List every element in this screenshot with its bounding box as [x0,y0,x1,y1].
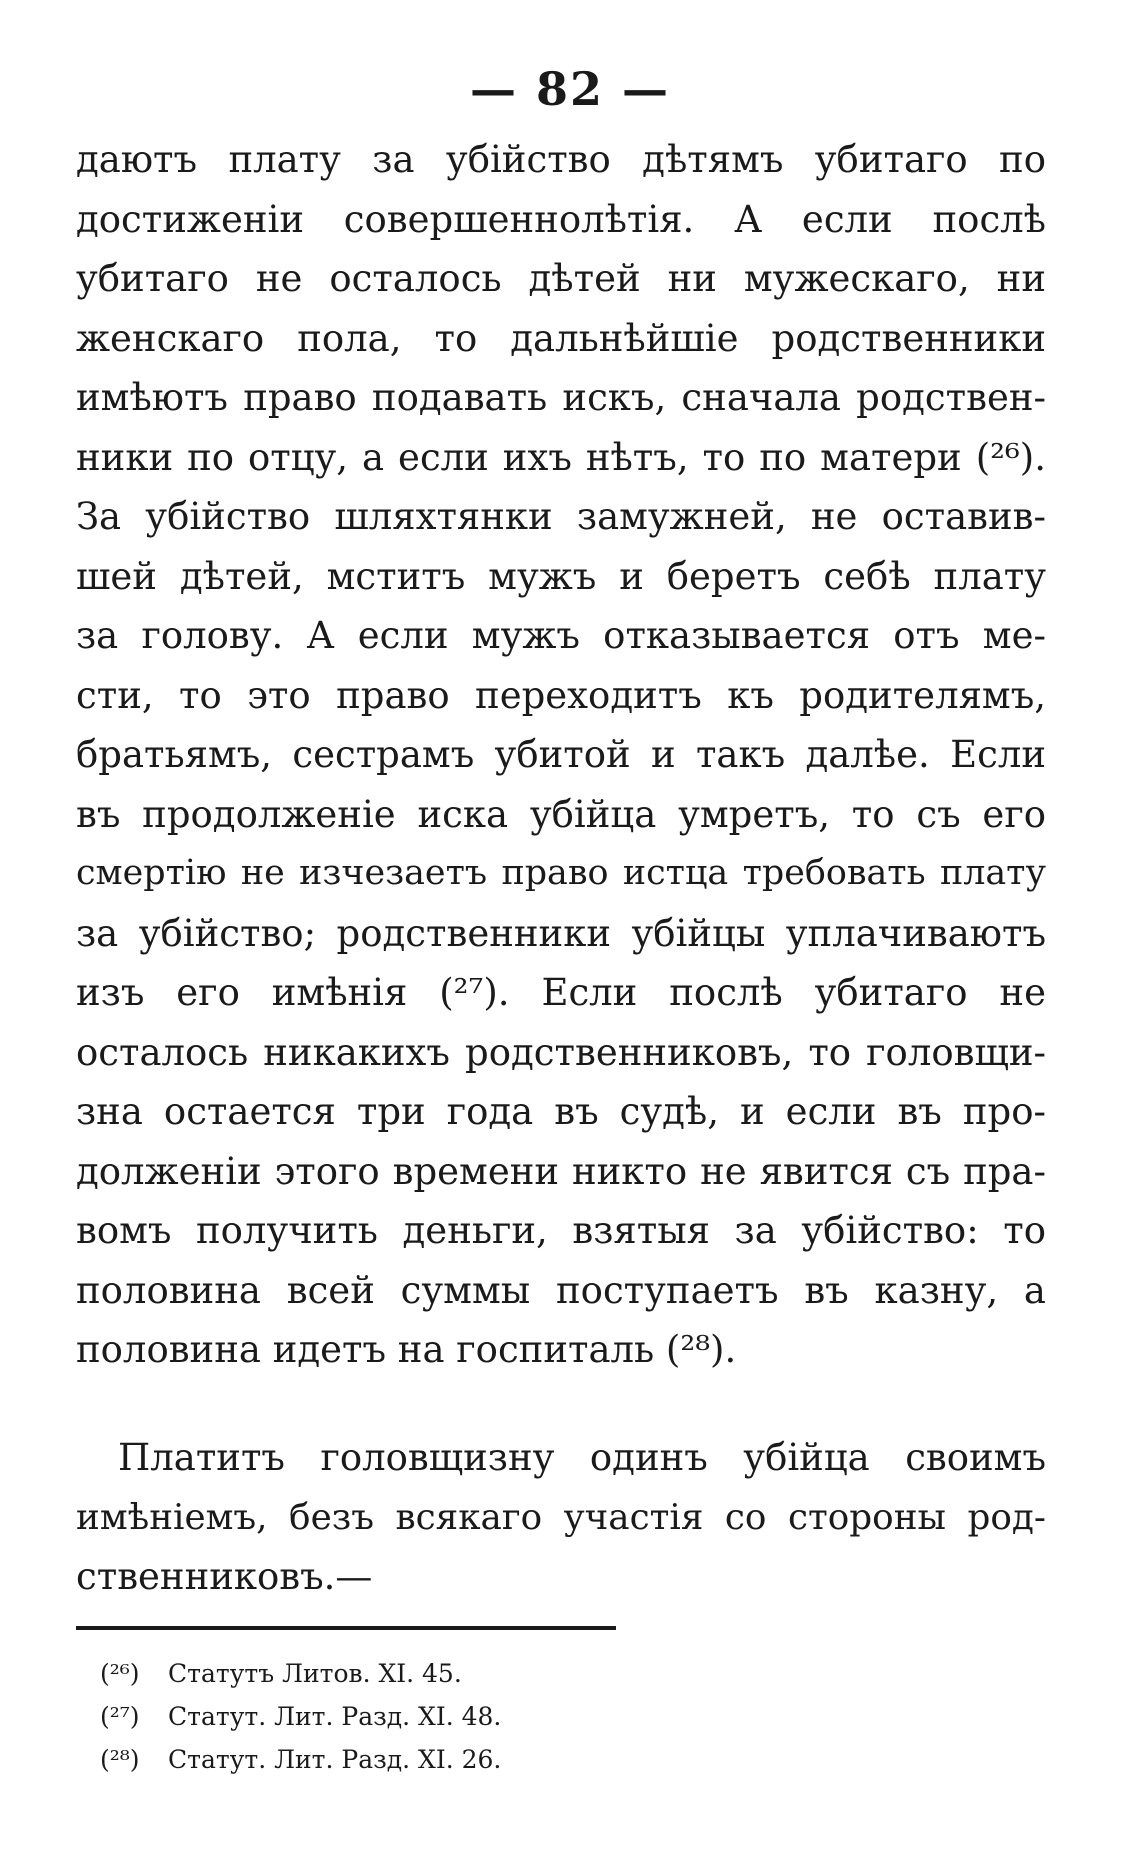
text-line: смертію не изчезаетъ право истца требовать плату [76,853,1046,893]
page-number: — 82 — [469,62,671,116]
text-line: женскаго пола, то дальнѣйшіе родственники [76,316,1046,360]
text-line: братьямъ, сестрамъ убитой и такъ далѣе. Если [76,733,1046,776]
footnote-mark: (²⁶) [100,1659,140,1688]
footnote-text: Статутъ Литов. XI. 45. [168,1659,462,1688]
text-line: половина идетъ на госпиталь (²⁸). [76,1328,737,1371]
text-line: за голову. А если мужъ отказывается отъ ме- [76,614,1046,657]
text-line: даютъ плату за убійство дѣтямъ убитаго по [76,138,1046,181]
footnote-text: Статут. Лит. Разд. XI. 26. [168,1745,502,1774]
footnote-mark: (²⁸) [100,1745,140,1774]
text-line: зна остается три года въ судѣ, и если въ про- [76,1090,1046,1133]
footnote-text: Статут. Лит. Разд. XI. 48. [168,1702,502,1731]
text-line: осталось никакихъ родственниковъ, то головщи- [76,1030,1046,1074]
text-line: ственниковъ.— [76,1555,373,1598]
paragraph-1 [76,130,1046,1380]
footnotes [100,1652,700,1781]
text-line: убитаго не осталось дѣтей ни мужескаго, ни [76,257,1046,300]
text-line: Платитъ головщизну одинъ убійца своимъ [118,1436,1046,1479]
text-line: за убійство; родственники убійцы уплачиваютъ [76,911,1046,955]
text-line: въ продолженіе иска убійца умретъ, то съ его [76,792,1046,836]
paragraph-2 [76,1428,1046,1607]
text-line: достиженіи совершеннолѣтія. А если послѣ [76,197,1046,241]
text-line: изъ его имѣнія (²⁷). Если послѣ убитаго не [76,971,1046,1014]
text-line: имѣніемъ, безъ всякаго участія со стороны род- [76,1496,1046,1538]
footnote-divider [76,1626,616,1630]
text-line: ники по отцу, а если ихъ нѣтъ, то по матери (²⁶). [76,435,1046,479]
footnote [100,1652,700,1695]
footnote [100,1695,700,1738]
footnote [100,1738,700,1781]
text-line: шей дѣтей, мститъ мужъ и беретъ себѣ плату [76,554,1046,598]
text-line: сти, то это право переходитъ къ родителямъ, [76,673,1046,717]
text-line: вомъ получить деньги, взятыя за убійство: то [76,1209,1046,1252]
text-line: имѣютъ право подавать искъ, сначала родствен- [76,376,1046,419]
text-line: долженіи этого времени никто не явится съ пра- [76,1149,1046,1193]
text-line: За убійство шляхтянки замужней, не оставив- [76,495,1046,538]
footnote-mark: (²⁷) [100,1702,140,1731]
text-line: половина всей суммы поступаетъ въ казну, а [76,1268,1046,1312]
